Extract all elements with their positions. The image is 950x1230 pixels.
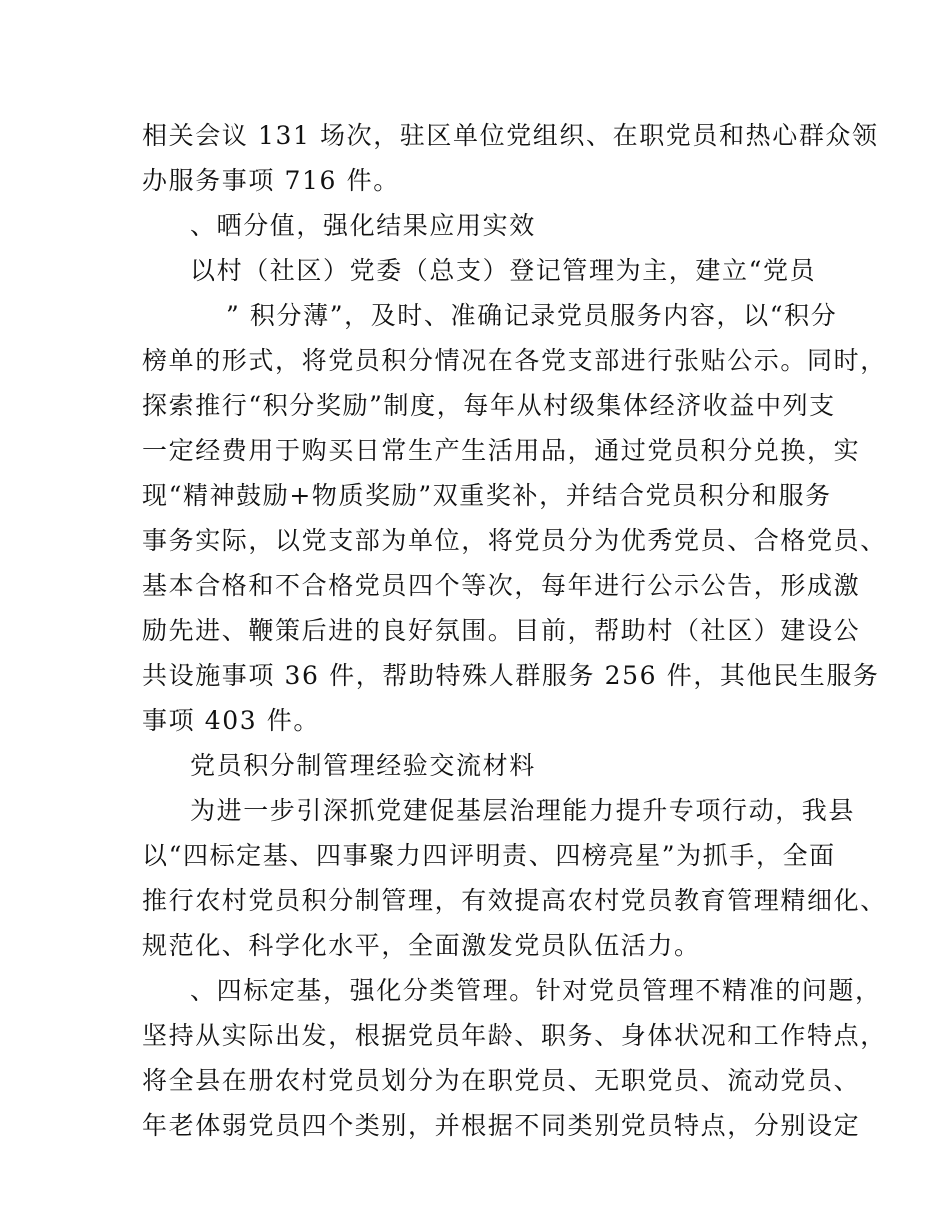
text-line: 榜单的形式，将党员积分情况在各党支部进行张贴公示。同时， <box>142 346 887 375</box>
text-line: 相关会议 131 场次，驻区单位党组织、在职党员和热心群众领 <box>142 121 879 150</box>
text-line: 以“四标定基、四事聚力四评明责、四榜亮星”为抓手，全面 <box>142 841 836 870</box>
text-line: 励先进、鞭策后进的良好氛围。目前，帮助村（社区）建设公 <box>142 616 861 645</box>
section-heading: 、四标定基，强化分类管理。针对党员管理不精准的问题， <box>190 976 882 1005</box>
text-line: 事务实际，以党支部为单位，将党员分为优秀党员、合格党员、 <box>142 526 887 555</box>
text-line: 事项 403 件。 <box>142 706 321 735</box>
text-line: 规范化、科学化水平，全面激发党员队伍活力。 <box>142 931 701 960</box>
text-line: 为进一步引深抓党建促基层治理能力提升专项行动，我县 <box>190 796 856 825</box>
document-title: 党员积分制管理经验交流材料 <box>190 751 536 780</box>
text-line: 现“精神鼓励+物质奖励”双重奖补，并结合党员积分和服务 <box>142 481 832 510</box>
text-line: 一定经费用于购买日常生产生活用品，通过党员积分兑换，实 <box>142 436 861 465</box>
text-line: 推行农村党员积分制管理，有效提高农村党员教育管理精细化、 <box>142 886 887 915</box>
text-line: 将全县在册农村党员划分为在职党员、无职党员、流动党员、 <box>142 1066 861 1095</box>
text-line: 基本合格和不合格党员四个等次，每年进行公示公告，形成激 <box>142 571 861 600</box>
section-heading: 、晒分值，强化结果应用实效 <box>190 211 536 240</box>
text-line: ” 积分薄”，及时、准确记录党员服务内容，以“积分 <box>226 301 838 330</box>
text-line: 共设施事项 36 件，帮助特殊人群服务 256 件，其他民生服务 <box>142 661 880 690</box>
text-line: 办服务事项 716 件。 <box>142 166 400 195</box>
text-line: 年老体弱党员四个类别，并根据不同类别党员特点，分别设定 <box>142 1111 861 1140</box>
text-line: 以村（社区）党委（总支）登记管理为主，建立“党员 <box>190 256 817 285</box>
text-line: 探索推行“积分奖励”制度，每年从村级集体经济收益中列支 <box>142 391 836 420</box>
text-line: 坚持从实际出发，根据党员年龄、职务、身体状况和工作特点， <box>142 1021 887 1050</box>
